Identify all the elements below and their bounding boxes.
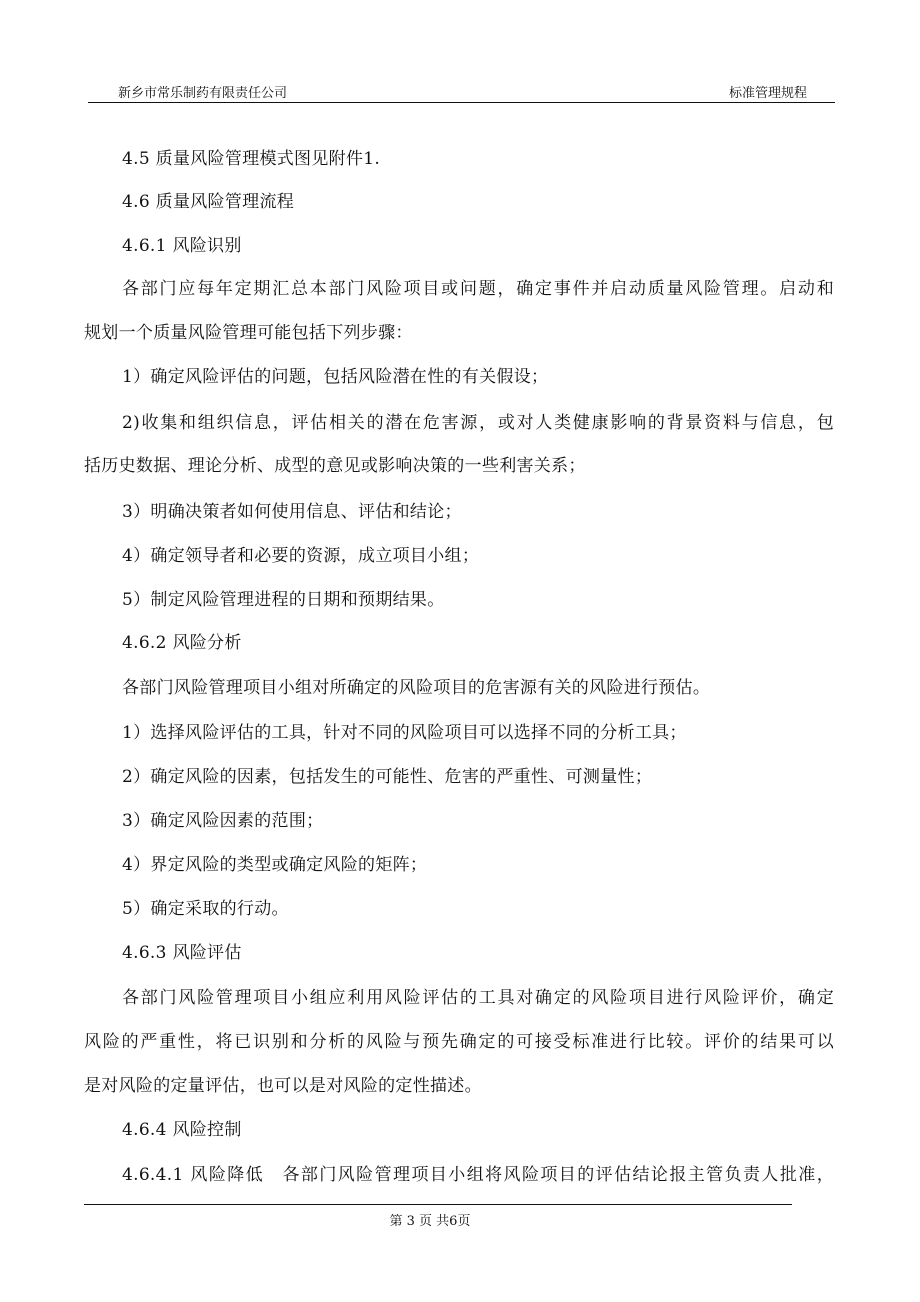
list-item: 3）明确决策者如何使用信息、评估和结论； — [122, 502, 462, 522]
paragraph-line: 各部门风险管理项目小组对所确定的风险项目的危害源有关的风险进行预估。 — [122, 678, 711, 698]
list-item: 1）选择风险评估的工具，针对不同的风险项目可以选择不同的分析工具； — [122, 723, 687, 743]
list-item-continued: 括历史数据、理论分析、成型的意见或影响决策的一些利害关系； — [84, 456, 586, 476]
list-item: 5）制定风险管理进程的日期和预期结果。 — [122, 590, 445, 610]
subsection-heading: 4.6.4 风险控制 — [122, 1120, 242, 1140]
list-item: 5）确定采取的行动。 — [122, 899, 289, 919]
list-item: 2）确定风险的因素，包括发生的可能性、危害的严重性、可测量性； — [122, 767, 653, 787]
subsection-heading: 4.6.2 风险分析 — [122, 633, 242, 653]
header-company: 新乡市常乐制药有限责任公司 — [118, 86, 288, 101]
list-item: 1）确定风险评估的问题，包括风险潜在性的有关假设； — [122, 367, 549, 387]
list-item: 4）确定领导者和必要的资源，成立项目小组； — [122, 546, 480, 566]
section-heading: 4.5 质量风险管理模式图见附件1. — [122, 149, 381, 169]
subsection-heading: 4.6.1 风险识别 — [122, 236, 242, 256]
section-heading: 4.6 质量风险管理流程 — [122, 192, 295, 212]
paragraph-line: 各部门应每年定期汇总本部门风险项目或问题，确定事件并启动质量风险管理。启动和 — [122, 279, 834, 299]
page-header — [88, 82, 835, 103]
paragraph-line: 规划一个质量风险管理可能包括下列步骤： — [84, 323, 413, 343]
list-item: 4）界定风险的类型或确定风险的矩阵； — [122, 855, 428, 875]
page-number: 第 3 页 共6页 — [389, 1214, 471, 1229]
paragraph-line: 风险的严重性，将已识别和分析的风险与预先确定的可接受标准进行比较。评价的结果可以 — [84, 1032, 834, 1052]
paragraph-line: 4.6.4.1 风险降低 各部门风险管理项目小组将风险项目的评估结论报主管负责人批准， — [122, 1165, 834, 1185]
paragraph-line: 是对风险的定量评估，也可以是对风险的定性描述。 — [84, 1076, 482, 1096]
subsection-heading: 4.6.3 风险评估 — [122, 943, 242, 963]
paragraph-line: 各部门风险管理项目小组应利用风险评估的工具对确定的风险项目进行风险评价，确定 — [122, 988, 834, 1008]
header-doc-type: 标准管理规程 — [728, 86, 807, 101]
list-item: 2)收集和组织信息，评估相关的潜在危害源，或对人类健康影响的背景资料与信息，包 — [122, 413, 834, 433]
list-item: 3）确定风险因素的范围； — [122, 811, 324, 831]
footer-divider — [84, 1204, 792, 1205]
